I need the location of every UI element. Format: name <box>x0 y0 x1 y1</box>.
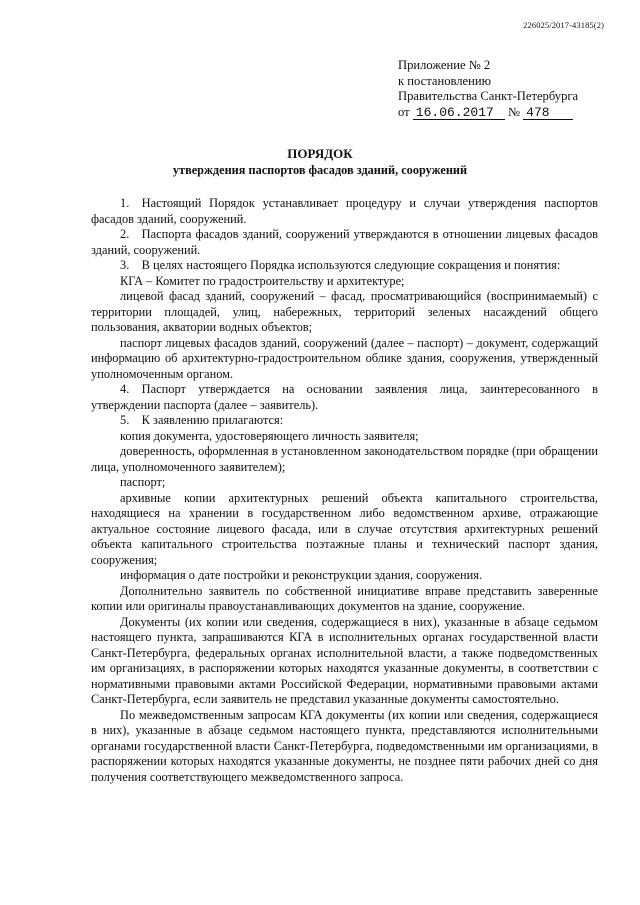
document-title: ПОРЯДОК <box>287 146 353 161</box>
date-prefix: от <box>398 104 410 119</box>
paragraph: лицевой фасад зданий, сооружений – фасад, просматривающийся (воспринимаемый) с территории площадей, улиц, набережных, территорий зеленых насаждений общего пользования, акватории водных объектов; <box>91 289 598 334</box>
paragraph: 3. В целях настоящего Порядка используются следующие сокращения и понятия: <box>120 258 561 272</box>
paragraph: паспорт лицевых фасадов зданий, сооружений (далее – паспорт) – документ, содержащий информацию об архитектурно-градостроительном облике здания, сооружения, утвержденный уполномоченным органом. <box>91 335 598 381</box>
appendix-date-line <box>398 105 618 121</box>
paragraph: 5. К заявлению прилагаются: <box>120 413 284 427</box>
paragraph: паспорт; <box>120 475 166 489</box>
appendix-line-3: Правительства Санкт-Петербурга <box>398 89 579 103</box>
paragraph: 4. Паспорт утверждается на основании заявления лица, заинтересованного в утверждении паспорта (далее – заявитель). <box>91 382 598 412</box>
document-number: 226025/2017-43185(2) <box>523 20 604 30</box>
number-prefix: № <box>507 104 520 119</box>
paragraph: информация о дате постройки и реконструкции здания, сооружения. <box>120 568 483 582</box>
paragraph: Дополнительно заявитель по собственной инициативе вправе представить заверенные копии или оригиналы правоустанавливающих документов на здание, сооружение. <box>91 583 598 613</box>
paragraph: копия документа, удостоверяющего личность заявителя; <box>120 428 419 443</box>
resolution-date: 16.06.2017 <box>413 106 505 120</box>
paragraph: архивные копии архитектурных решений объекта капитального строительства, находящиеся на хранении в государственном либо ведомственном архиве, отражающие актуальное состояние лицевого фасада, или в случае отсутствия архитектурных решений объекта капитального строительства поэтажные планы и технический паспорт здания, сооружения; <box>91 490 598 567</box>
paragraph: КГА – Комитет по градостроительству и архитектуре; <box>120 273 405 288</box>
appendix-block <box>398 58 618 120</box>
document-subtitle: утверждения паспортов фасадов зданий, сооружений <box>172 163 468 177</box>
appendix-line-2: к постановлению <box>398 73 492 88</box>
document-body <box>91 196 598 785</box>
resolution-number: 478 <box>523 106 573 120</box>
paragraph: Документы (их копии или сведения, содержащиеся в них), указанные в абзаце седьмом настоящего пункта, запрашиваются КГА в исполнительных органах государственной власти Санкт-Петербурга, федеральных органах исполнительной власти, а также подведомственных им организациях, в распоряжении которых находятся указанные документы, в соответствии с нормативными правовыми актами Российской Федерации, нормативными правовыми актами Санкт-Петербурга, если заявитель не представил указанные документы самостоятельно. <box>91 614 598 706</box>
paragraph: 2. Паспорта фасадов зданий, сооружений утверждаются в отношении лицевых фасадов зданий, сооружений. <box>91 227 598 257</box>
paragraph: По межведомственным запросам КГА документы (их копии или сведения, содержащиеся в них), указанные в абзаце седьмом настоящего пункта, представляются исполнительными органами государственной власти Санкт-Петербурга, подведомственными им организациями, в распоряжении которых находятся указанные документы, не позднее пяти рабочих дней со дня получения соответствующего межведомственного запроса. <box>91 707 598 784</box>
paragraph: доверенность, оформленная в установленном законодательством порядке (при обращении лица, уполномоченного заявителем); <box>91 444 598 474</box>
appendix-line-1: Приложение № 2 <box>398 58 491 72</box>
paragraph: 1. Настоящий Порядок устанавливает процедуру и случаи утверждения паспортов фасадов зданий, сооружений. <box>91 196 598 226</box>
